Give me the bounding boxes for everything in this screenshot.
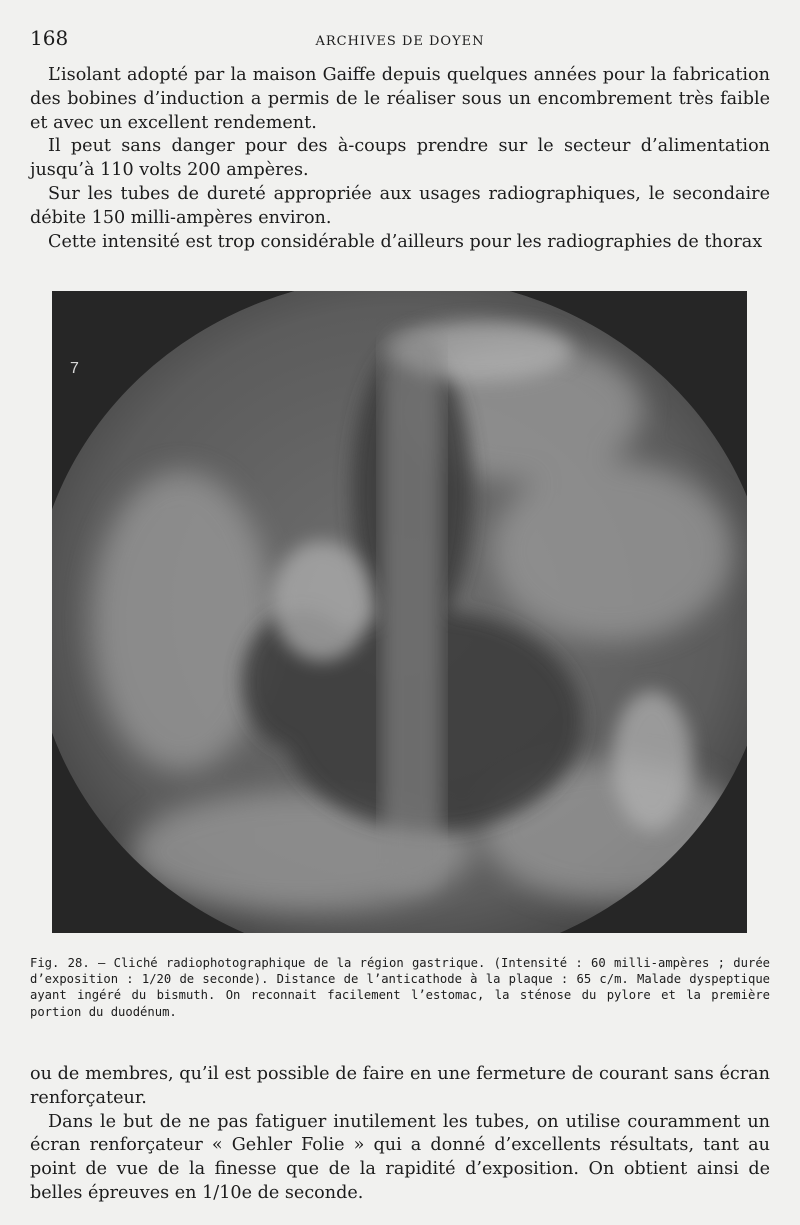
radiograph-figure: [52, 291, 747, 933]
running-title: ARCHIVES DE DOYEN: [315, 34, 485, 49]
paragraph-secondary: Sur les tubes de dureté appropriée aux usages radiographiques, le secondaire débite 150 milli-ampères environ.: [30, 183, 770, 228]
paragraph-limbs: ou de membres, qu’il est possible de faire en une fermeture de courant sans écran renforçateur.: [30, 1064, 770, 1108]
radiograph-image: [52, 291, 747, 933]
figure-caption: Fig. 28. — Cliché radiophotographique de la région gastrique. (Intensité : 60 milli-ampères ; durée d’exposition : 1/20 de seconde). Distance de l’anticathode à la plaque : 65 c/m. Malade dyspeptique ayant ingéré du bismuth. On reconnait facilement l’estomac, la sténose du pylore et la première portion du duodénum.: [30, 956, 770, 1019]
page-number: 168: [30, 26, 69, 50]
bottom-text-block: [30, 1063, 770, 1206]
plate-marker: 7: [70, 360, 79, 377]
paragraph-surge: Il peut sans danger pour des à-coups prendre sur le secteur d’alimentation jusqu’à 110 volts 200 ampères.: [30, 136, 770, 181]
paragraph-insulator: L’isolant adopté par la maison Gaiffe depuis quelques années pour la fabrication des bobines d’induction a permis de le réaliser sous un encombrement très faible et avec un excellent rendement.: [30, 65, 770, 133]
page-header: [30, 26, 770, 52]
paragraph-intensity: Cette intensité est trop considérable d’ailleurs pour les radiographies de thorax: [48, 231, 763, 252]
paragraph-screen: Dans le but de ne pas fatiguer inutilement les tubes, on utilise couramment un écran renforçateur « Gehler Folie » qui a donné d’excellents résultats, tant au point de vue de la finesse que de la rapidité d’exposition. On obtient ainsi de belles épreuves en 1/10e de seconde.: [30, 1111, 770, 1203]
top-text-block: [30, 64, 770, 254]
